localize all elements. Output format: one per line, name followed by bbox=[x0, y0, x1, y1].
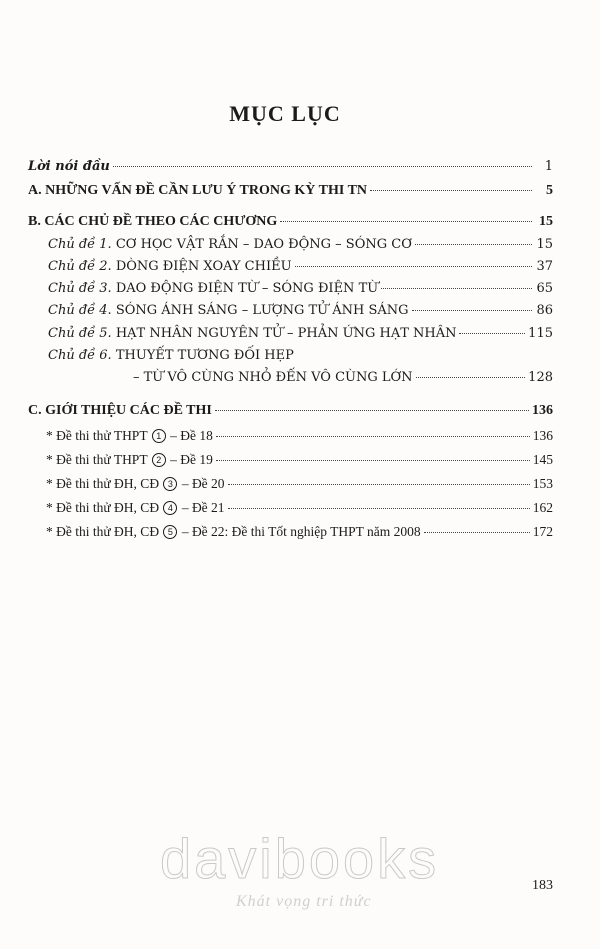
exam-label: * Đề thi thử ĐH, CĐ bbox=[46, 524, 160, 539]
toc-entry-preface bbox=[28, 158, 553, 176]
toc-entry-topic-6 bbox=[48, 347, 294, 365]
toc-entry-topic-5 bbox=[48, 325, 553, 343]
exam-suffix: – Đề 20 bbox=[181, 476, 225, 491]
toc-page: 172 bbox=[532, 524, 553, 539]
dot-leader bbox=[412, 310, 532, 311]
circled-number: 5 bbox=[163, 525, 177, 539]
dot-leader bbox=[113, 166, 532, 167]
exam-label: * Đề thi thử ĐH, CĐ bbox=[46, 500, 160, 515]
toc-entry-topic-1 bbox=[48, 236, 553, 254]
toc-label: Lời nói đầu bbox=[28, 159, 110, 174]
toc-entry-exam-5 bbox=[46, 523, 553, 541]
toc-entry-topic-6-continued bbox=[133, 369, 553, 387]
toc-label: B. CÁC CHỦ ĐỀ THEO CÁC CHƯƠNG bbox=[28, 214, 278, 229]
dot-leader bbox=[415, 244, 532, 245]
toc-entry-topic-3 bbox=[48, 280, 553, 298]
toc-entry-topic-2 bbox=[48, 258, 553, 276]
toc-entry-exam-3 bbox=[46, 475, 553, 493]
dot-leader bbox=[370, 190, 532, 191]
toc-entry-topic-4 bbox=[48, 302, 553, 320]
toc-entry-exam-2 bbox=[46, 451, 553, 469]
exam-suffix: – Đề 22: Đề thi Tốt nghiệp THPT năm 2008 bbox=[181, 524, 421, 539]
topic-prefix: Chủ đề 6. bbox=[48, 348, 112, 363]
dot-leader bbox=[228, 484, 530, 485]
dot-leader bbox=[424, 532, 530, 533]
topic-text: HẠT NHÂN NGUYÊN TỬ – PHẢN ỨNG HẠT NHÂN bbox=[115, 326, 457, 341]
dot-leader bbox=[215, 410, 529, 411]
toc-label: A. NHỮNG VẤN ĐỀ CẦN LƯU Ý TRONG KỲ THI TN bbox=[28, 183, 368, 198]
toc-page: 15 bbox=[539, 214, 553, 229]
exam-label: * Đề thi thử THPT bbox=[46, 428, 148, 443]
toc-page: 145 bbox=[532, 452, 553, 467]
exam-label: * Đề thi thử ĐH, CĐ bbox=[46, 476, 160, 491]
topic-prefix: Chủ đề 3. bbox=[48, 281, 112, 296]
dot-leader bbox=[459, 333, 525, 334]
toc-page: 65 bbox=[536, 281, 553, 296]
exam-suffix: – Đề 19 bbox=[170, 452, 213, 467]
exam-suffix: – Đề 21 bbox=[181, 500, 225, 515]
toc-entry-section-b bbox=[28, 213, 553, 231]
toc-page: 136 bbox=[532, 403, 553, 418]
dot-leader bbox=[216, 436, 530, 437]
page-number: 183 bbox=[532, 878, 553, 893]
toc-page: 115 bbox=[528, 326, 553, 341]
topic-text: THUYẾT TƯƠNG ĐỐI HẸP bbox=[115, 348, 294, 363]
topic-text: CƠ HỌC VẬT RẮN – DAO ĐỘNG – SÓNG CƠ bbox=[115, 237, 412, 252]
toc-entry-exam-1 bbox=[46, 427, 553, 445]
topic-text: DÒNG ĐIỆN XOAY CHIỀU bbox=[115, 259, 292, 274]
dot-leader bbox=[280, 221, 532, 222]
circled-number: 2 bbox=[152, 453, 166, 467]
watermark-tagline: Khát vọng tri thức bbox=[236, 893, 372, 910]
circled-number: 3 bbox=[163, 477, 177, 491]
exam-suffix: – Đề 18 bbox=[170, 428, 213, 443]
page-title: MỤC LỤC bbox=[229, 101, 341, 126]
dot-leader bbox=[416, 377, 526, 378]
topic-text: DAO ĐỘNG ĐIỆN TỪ – SÓNG ĐIỆN TỪ bbox=[115, 281, 379, 296]
dot-leader bbox=[295, 266, 532, 267]
topic-prefix: Chủ đề 4. bbox=[48, 303, 112, 318]
toc-page: 1 bbox=[544, 159, 553, 174]
topic-text: SÓNG ÁNH SÁNG – LƯỢNG TỬ ÁNH SÁNG bbox=[115, 303, 409, 318]
toc-page: 162 bbox=[532, 500, 553, 515]
toc-page: 153 bbox=[532, 476, 553, 491]
toc-page: 15 bbox=[536, 237, 553, 252]
toc-label: C. GIỚI THIỆU CÁC ĐỀ THI bbox=[28, 403, 212, 418]
toc-entry-section-c bbox=[28, 402, 553, 420]
dot-leader bbox=[228, 508, 530, 509]
exam-label: * Đề thi thử THPT bbox=[46, 452, 148, 467]
circled-number: 1 bbox=[152, 429, 166, 443]
topic-prefix: Chủ đề 1. bbox=[48, 237, 112, 252]
toc-page: 37 bbox=[536, 259, 553, 274]
topic-prefix: Chủ đề 5. bbox=[48, 326, 112, 341]
topic-text-continued: – TỪ VÔ CÙNG NHỎ ĐẾN VÔ CÙNG LỚN bbox=[133, 370, 413, 385]
toc-page: 5 bbox=[546, 183, 553, 198]
circled-number: 4 bbox=[163, 501, 177, 515]
toc-page: 86 bbox=[536, 303, 553, 318]
dot-leader bbox=[216, 460, 530, 461]
topic-prefix: Chủ đề 2. bbox=[48, 259, 112, 274]
toc-entry-exam-4 bbox=[46, 499, 553, 517]
toc-page: 128 bbox=[528, 370, 553, 385]
toc-entry-section-a bbox=[28, 182, 553, 200]
watermark-logo: davibooks bbox=[160, 827, 440, 890]
toc-page: 136 bbox=[532, 428, 553, 443]
dot-leader bbox=[381, 288, 532, 289]
